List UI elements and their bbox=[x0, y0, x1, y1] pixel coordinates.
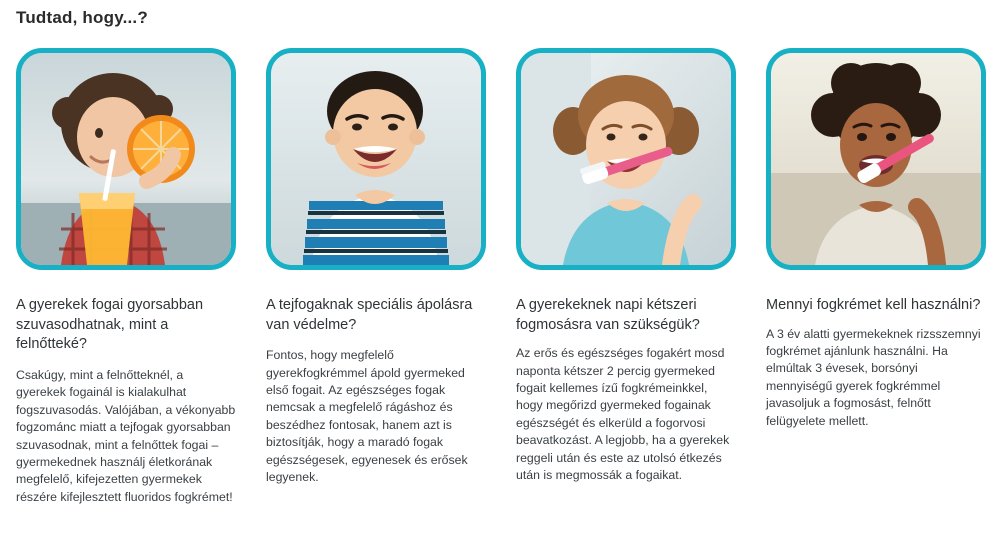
card-list bbox=[16, 48, 984, 506]
card-body: Az erős és egészséges fogakért mosd naponta kétszer 2 percig gyermeked fogait kellemes ízű fogkrémeinkkel, hogy megőrizd gyermeked fogainak egészségét és elkerüld a fogorvosi beavatkozást. A legjobb, ha a gyerekek reggeli után és este az utolsó étkezés után is megmossák a fogaikat. bbox=[516, 346, 730, 483]
card-title: A gyerekeknek napi kétszeri fogmosásra van szükségük? bbox=[516, 297, 700, 333]
curly-haired-child-brushing-teeth-photo bbox=[771, 53, 981, 265]
photo-frame bbox=[516, 48, 736, 270]
girl-brushing-teeth-pigtails-photo bbox=[521, 53, 731, 265]
card-body: Fontos, hogy megfelelő gyerekfogkrémmel ápold gyermeked első fogait. Az egészséges fogak nemcsak a megfelelő rágáshoz és beszédhez fontosak, hanem azt is biztosítják, hogy a maradó fogak egészségesek, egyenesek és erősek legyenek. bbox=[266, 348, 468, 485]
card-body: Csakúgy, mint a felnőtteknél, a gyerekek fogainál is kialakulhat fogszuvasodás. Valójában, a vékonyabb fogzománc miatt a tejfogak gyorsabban szuvasodnak, mint a felnőttek fogai – gyermekednek használj életkorának megfelelő, kifejezetten gyermekek részére kifejlesztett fluoridos fogkrémet! bbox=[16, 367, 236, 504]
card-body: A 3 év alatti gyermekeknek rizsszemnyi fogkrémet ajánlunk használni. Ha elmúltak 3 évesek, borsónyi mennyiségű gyerek fogkrémmel javasoljuk a fogmosást, felnőtt felügyelete mellett. bbox=[766, 326, 981, 428]
info-card bbox=[516, 48, 736, 506]
card-title: A gyerekek fogai gyorsabban szuvasodhatnak, mint a felnőtteké? bbox=[16, 297, 204, 353]
card-title: Mennyi fogkrémet kell használni? bbox=[766, 297, 981, 313]
info-card bbox=[16, 48, 236, 506]
info-card bbox=[266, 48, 486, 506]
page-title: Tudtad, hogy...? bbox=[16, 8, 148, 27]
card-title: A tejfogaknak speciális ápolásra van védelme? bbox=[266, 297, 473, 333]
photo-frame bbox=[16, 48, 236, 270]
photo-frame bbox=[766, 48, 986, 270]
photo-frame bbox=[266, 48, 486, 270]
laughing-boy-striped-shirt-photo bbox=[271, 53, 481, 265]
info-card bbox=[766, 48, 986, 506]
girl-with-orange-and-juice-photo bbox=[21, 53, 231, 265]
